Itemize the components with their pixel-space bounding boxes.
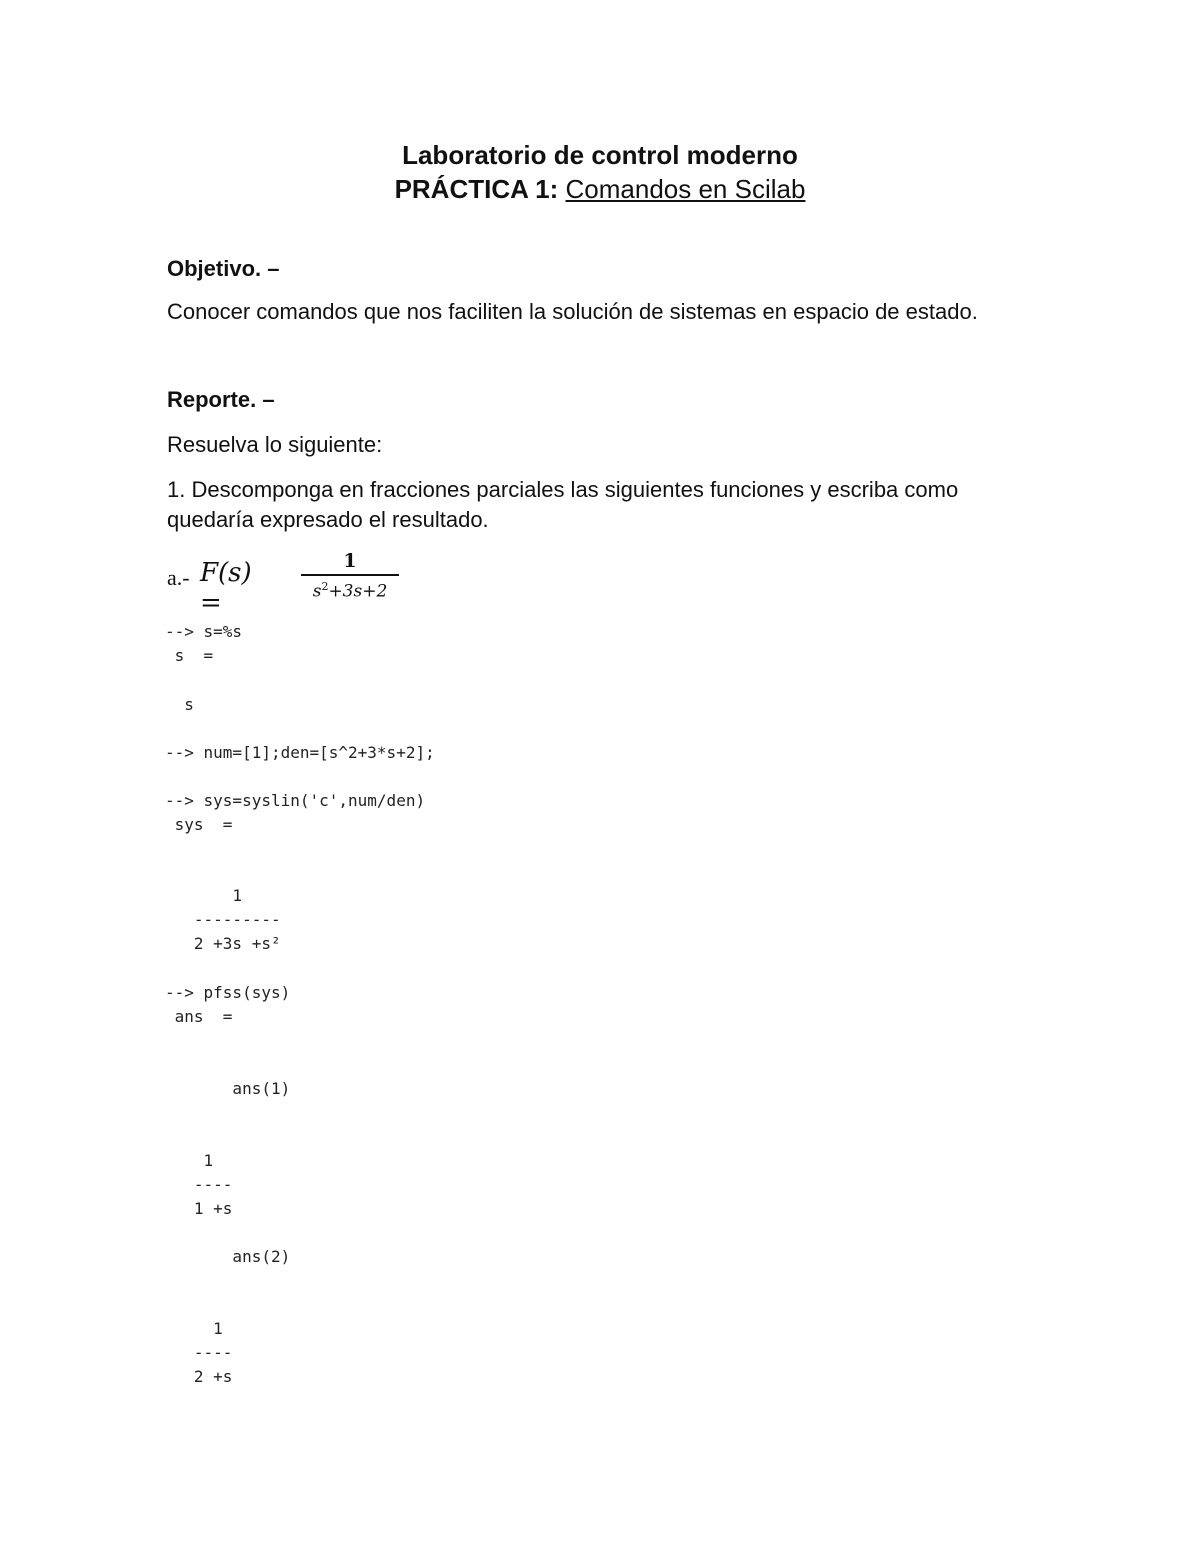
title-text: Laboratorio de control moderno (402, 140, 798, 170)
console-line: sys = (165, 815, 233, 834)
fraction-bar (301, 574, 399, 576)
console-line: ---- (165, 1343, 233, 1362)
equation-label: a.- (167, 565, 190, 590)
reporte-item-1: 1. Descomponga en fracciones parciales las siguientes funciones y escriba como quedaría expresado el resultado. (167, 477, 959, 532)
console-line: 1 (165, 886, 243, 905)
equation-numerator: 1 (343, 550, 357, 572)
console-line: --> pfss(sys) (165, 983, 291, 1002)
console-line: --> sys=syslin('c',num/den) (165, 791, 426, 810)
equation-denominator (301, 580, 399, 602)
reporte-intro: Resuelva lo siguiente: (167, 432, 383, 457)
title-line-1 (0, 140, 1200, 171)
console-line: s = (165, 646, 214, 665)
console-line: ans(2) (165, 1247, 291, 1266)
objetivo-text: Conocer comandos que nos faciliten la solución de sistemas en espacio de estado. (167, 299, 978, 324)
reporte-heading: Reporte. – (167, 387, 275, 412)
console-line: --> num=[1];den=[s^2+3*s+2]; (165, 743, 435, 762)
console-line: 1 +s (165, 1199, 233, 1218)
den-rest: +3s+2 (328, 581, 388, 602)
practice-subtitle: Comandos en Scilab (565, 174, 806, 204)
console-line: --> s=%s (165, 622, 243, 641)
console-line: ---- (165, 1175, 233, 1194)
practice-number: PRÁCTICA 1: (394, 174, 559, 204)
den-base: s (312, 581, 322, 602)
console-line: 2 +s (165, 1367, 233, 1386)
console-line: --------- (165, 910, 281, 929)
console-line: 1 (165, 1319, 223, 1338)
equation-fraction (301, 550, 399, 602)
title-line-2 (0, 174, 1200, 205)
console-line: s (165, 695, 194, 714)
equation-lhs: F(s) = (200, 558, 252, 618)
console-line: 2 +3s +s² (165, 934, 281, 953)
den-exponent: 2 (321, 580, 329, 593)
console-line: 1 (165, 1151, 214, 1170)
console-line: ans(1) (165, 1079, 291, 1098)
objetivo-heading: Objetivo. – (167, 256, 280, 281)
console-line: ans = (165, 1007, 233, 1026)
